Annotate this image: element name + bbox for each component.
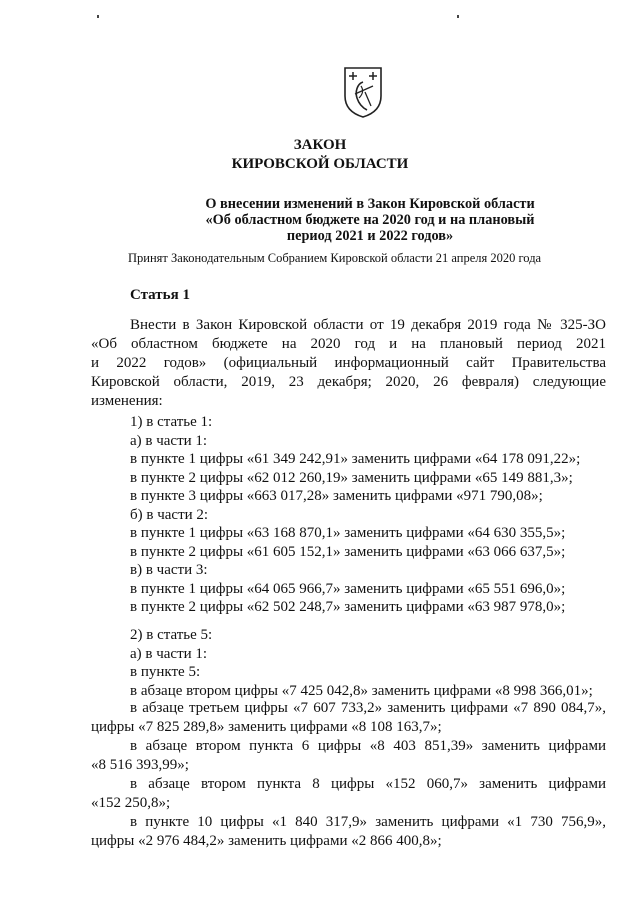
paragraph-line: изменения: (91, 393, 163, 409)
list-item: а) в части 1: (130, 432, 208, 449)
subtitle-line: О внесении изменений в Закон Кировской области (205, 196, 535, 212)
list-item: в пункте 2 цифры «62 502 248,7» заменить цифрами «63 987 978,0»; (130, 599, 566, 615)
subtitle-line: период 2021 и 2022 годов» (286, 228, 454, 244)
list-item: в пункте 1 цифры «61 349 242,91» заменить цифрами «64 178 091,22»; (130, 451, 581, 467)
paragraph-line: в абзаце втором пункта 8 цифры «152 060,7» заменить цифрами (130, 776, 606, 792)
document-subtitle (170, 196, 570, 244)
list-item: в пункте 2 цифры «61 605 152,1» заменить цифрами «63 066 637,5»; (130, 543, 566, 560)
kirov-coat-of-arms-icon (343, 66, 383, 118)
subtitle-line: «Об областном бюджете на 2020 год и на плановый (205, 212, 535, 228)
list-item: в пункте 3 цифры «663 017,28» заменить цифрами «971 790,08»; (130, 488, 543, 504)
article-intro-paragraph (91, 316, 606, 411)
paragraph-line: в абзаце третьем цифры «7 607 733,2» заменить цифрами «7 890 084,7», (130, 700, 606, 716)
list-item: а) в части 1: (130, 645, 208, 662)
list-item: в абзаце втором цифры «7 425 042,8» заменить цифрами «8 998 366,01»; (130, 682, 593, 699)
paragraph-line: Кировской области, 2019, 23 декабря; 2020, 26 февраля) следующие (91, 374, 606, 390)
amendments-section-2 (130, 626, 593, 700)
list-item: в пункте 5: (130, 664, 201, 680)
article-heading: Статья 1 (130, 287, 190, 303)
paragraph-line: цифры «7 825 289,8» заменить цифрами «8 108 163,7»; (91, 719, 442, 735)
list-item: б) в части 2: (130, 506, 209, 523)
paragraph-line: «8 516 393,99»; (91, 757, 189, 773)
scan-speck (457, 15, 459, 18)
document-title-region: КИРОВСКОЙ ОБЛАСТИ (231, 156, 409, 172)
list-item: 2) в статье 5: (130, 627, 213, 643)
paragraph-line: в пункте 10 цифры «1 840 317,9» заменить цифрами «1 730 756,9», (130, 814, 606, 830)
paragraph-line: «152 250,8»; (91, 795, 171, 811)
list-item: в пункте 1 цифры «64 065 966,7» заменить цифрами «65 551 696,0»; (130, 580, 566, 597)
list-item: в) в части 3: (130, 562, 208, 578)
list-item: 1) в статье 1: (130, 414, 213, 430)
paragraph-line: «Об областном бюджете на 2020 год и на плановый период 2021 (91, 336, 606, 352)
list-item: в пункте 2 цифры «62 012 260,19» заменить цифрами «65 149 881,3»; (130, 469, 573, 486)
document-title: ЗАКОН (293, 137, 347, 153)
paragraph-line: цифры «2 976 484,2» заменить цифрами «2 866 400,8»; (91, 833, 442, 849)
scan-speck (97, 15, 99, 18)
amendments-section-1 (130, 413, 580, 617)
paragraph-line: в абзаце втором пункта 6 цифры «8 403 851,39» заменить цифрами (130, 738, 606, 754)
list-item: в пункте 1 цифры «63 168 870,1» заменить цифрами «64 630 355,5»; (130, 525, 566, 541)
paragraph-line: Внести в Закон Кировской области от 19 декабря 2019 года № 325-ЗО (130, 317, 606, 333)
adoption-note: Принят Законодательным Собранием Кировской области 21 апреля 2020 года (128, 251, 542, 265)
paragraph-line: и 2022 годов» (официальный информационный сайт Правительства (91, 355, 606, 371)
